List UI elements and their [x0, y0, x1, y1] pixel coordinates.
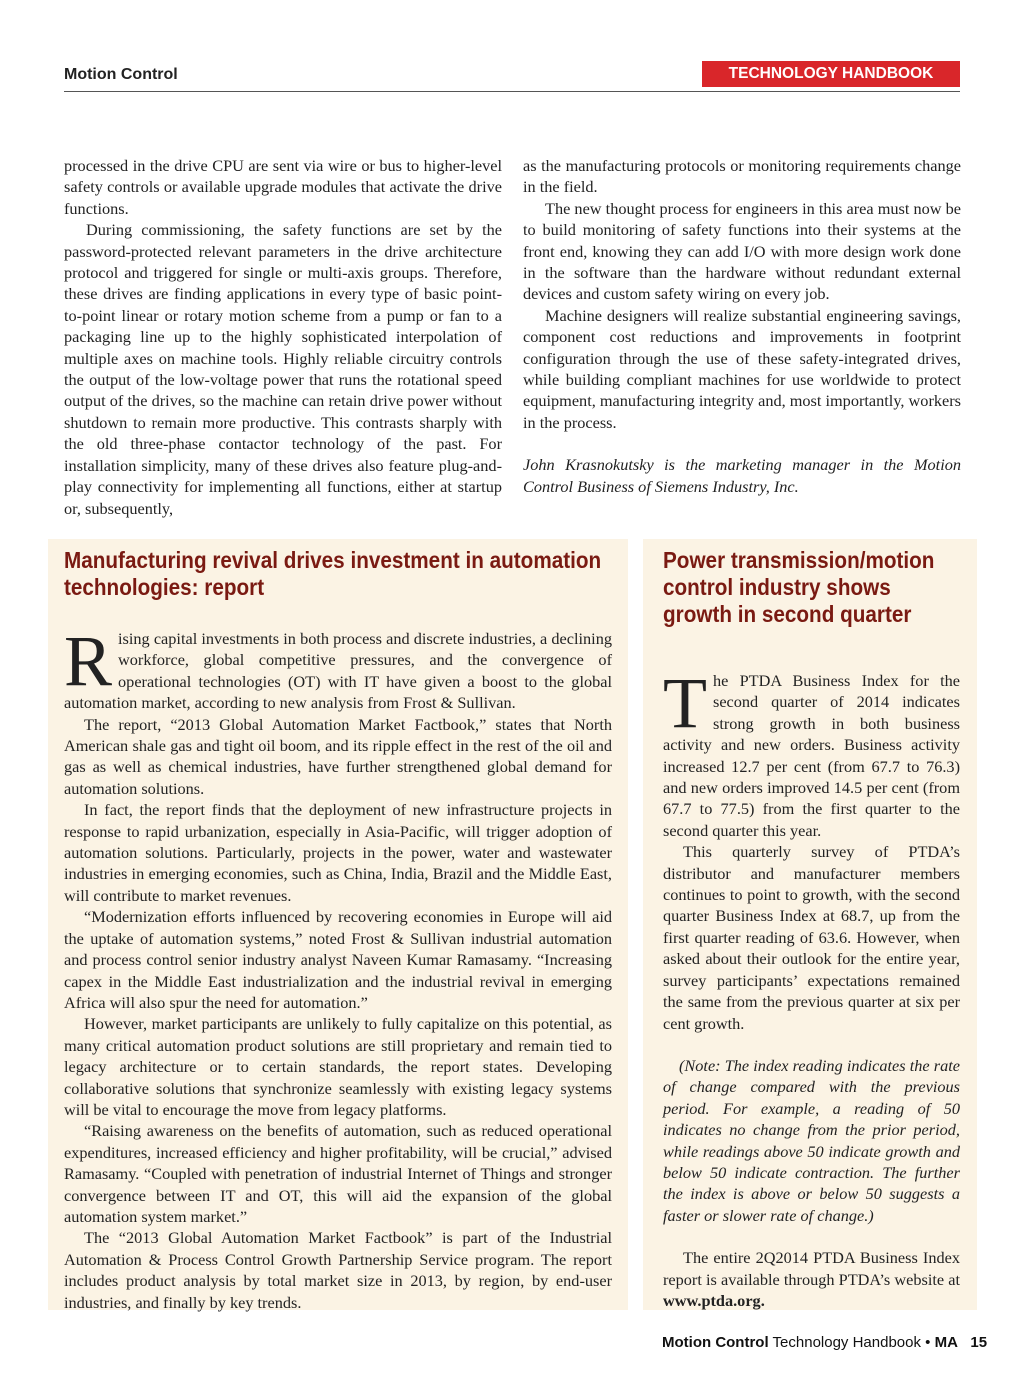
paragraph: Machine designers will realize substantial engineering savings, component cost reductions and improvements in footprint configuration through the use of these safety-integrated drives, while building compliant machines for use worldwide to protect equipment, manufacturing integrity and, most importantly, workers in the process.: [523, 305, 961, 432]
page-number: 15: [970, 1334, 988, 1351]
section-label: Motion Control: [64, 66, 178, 83]
drop-cap: T: [663, 663, 707, 743]
sidebar-title: Power transmission/motion control industry shows growth in second quarter: [663, 547, 935, 627]
article-right-column: [523, 155, 961, 497]
paragraph: The “2013 Global Automation Market Factbook” is part of the Industrial Automation & Process Control Growth Partnership Service program. The report includes product analysis by total market size in 2013, by region, by end-user industries, and finally by key trends.: [64, 1228, 612, 1312]
handbook-badge: TECHNOLOGY HANDBOOK: [702, 61, 960, 87]
lead-paragraph: Rising capital investments in both process and discrete industries, a declining workforce, global competitive pressures, and the convergence of operational technologies (OT) with IT have given a boost to the global automation market, according to new analysis from Frost & Sullivan.: [64, 621, 612, 713]
paragraph: During commissioning, the safety functions are set by the password-protected relevant parameters in the drive architecture protocol and triggered for single or multi-axis groups. Therefore, these drives are finding applications in every type of basic point-to-point linear or rotary motion scheme from a pump or fan to a packaging line up to the highly sophisticated interpolation of multiple axes on machine tools. Highly reliable circuitry controls the output of the low-voltage power that runs the rotational speed output of the drives, so the machine can retain drive power without shutdown to remain more productive. This contrasts sharply with the old three-phase contactor technology of the past. For installation simplicity, many of these drives also feature plug-and-play connectivity for implementing all functions, either at startup or, subsequently,: [64, 220, 502, 518]
paragraph: However, market participants are unlikely to fully capitalize on this potential, as many critical automation product solutions are still proprietary and remain tied to legacy architecture or to certain standards, the report states. Developing collaborative solutions that synchronize seamlessly with existing legacy systems will be vital to encourage the move from legacy platforms.: [64, 1014, 612, 1119]
lead-paragraph: The PTDA Business Index for the second quarter of 2014 indicates strong growth in both business activity and new orders. Business activity increased 12.7 per cent (from 67.7 to 76.3) and new orders improved 14.5 per cent (from 67.7 to 77.5) from the first quarter to the second quarter this year.: [663, 663, 960, 840]
paragraph: The new thought process for engineers in this area must now be to build monitoring of safety functions into their systems at the front end, knowing they can add I/O with more design work done in the software than the hardware without redundant external devices and custom safety wiring on every job.: [523, 198, 961, 304]
author-byline: John Krasnokutsky is the marketing manager in the Motion Control Business of Siemens Industry, Inc.: [523, 455, 961, 496]
paragraph: as the manufacturing protocols or monitoring requirements change in the field.: [523, 156, 961, 197]
paragraph: The report, “2013 Global Automation Market Factbook,” states that North American shale gas and tight oil boom, and its ripple effect in the rest of the oil and gas as well as chemical industries, have further strengthened global demand for automation solutions.: [64, 714, 612, 798]
article-left-column: [64, 155, 502, 519]
footer-publication: Motion Control: [662, 1334, 769, 1351]
closing-paragraph: The entire 2Q2014 PTDA Business Index report is available through PTDA’s website at www.ptda.org.: [663, 1248, 960, 1310]
ptda-website-link[interactable]: www.ptda.org.: [663, 1290, 765, 1310]
footer-subtitle: Technology Handbook: [768, 1334, 921, 1351]
paragraph: This quarterly survey of PTDA’s distributor and manufacturer members continues to point to growth, with the second quarter Business Index at 68.7, up from the first quarter reading of 63.6. However, when asked about their outlook for the entire year, survey participants’ expectations remained the same from the previous quarter at six per cent growth.: [663, 842, 960, 1033]
paragraph: processed in the drive CPU are sent via wire or bus to higher-level safety controls or available upgrade modules that activate the drive functions.: [64, 156, 502, 218]
sidebar-automation-report: [48, 539, 628, 1310]
paragraph: “Modernization efforts influenced by recovering economies in Europe will aid the uptake of automation systems,” noted Frost & Sullivan industrial automation and process control senior industry analyst Naveen Kumar Ramasamy. “Increasing capex in the Middle East industrialization and the industrial revival in emerging Africa will also spur the need for automation.”: [64, 907, 612, 1012]
drop-cap: R: [64, 621, 113, 701]
index-note: (Note: The index reading indicates the rate of change compared with the previous period. For example, a reading of 50 indicates no change from the prior period, while readings above 50 indicate growth and below 50 indicate contraction. The further the index is above or below 50 suggests a faster or slower rate of change.): [663, 1055, 960, 1225]
page-footer: [662, 1334, 987, 1351]
sidebar-title: Manufacturing revival drives investment in automation technologies: report: [64, 547, 602, 600]
sidebar-ptda-index: [643, 539, 977, 1310]
header-divider: [64, 91, 960, 92]
paragraph: “Raising awareness on the benefits of automation, such as reduced operational expenditures, increased efficiency and higher profitability, will be crucial,” advised Ramasamy. “Coupled with penetration of industrial Internet of Things and stronger convergence between IT and OT, this will aid the expansion of the global automation system market.”: [64, 1121, 612, 1226]
paragraph: In fact, the report finds that the deployment of new infrastructure projects in response to rapid urbanization, especially in Asia-Pacific, will trigger adoption of automation solutions. Particularly, projects in the power, water and wastewater industries in emerging economies, such as China, India, Brazil and the Middle East, will contribute to market revenues.: [64, 800, 612, 905]
footer-separator: •: [920, 1334, 935, 1351]
footer-code: MA: [934, 1334, 958, 1351]
